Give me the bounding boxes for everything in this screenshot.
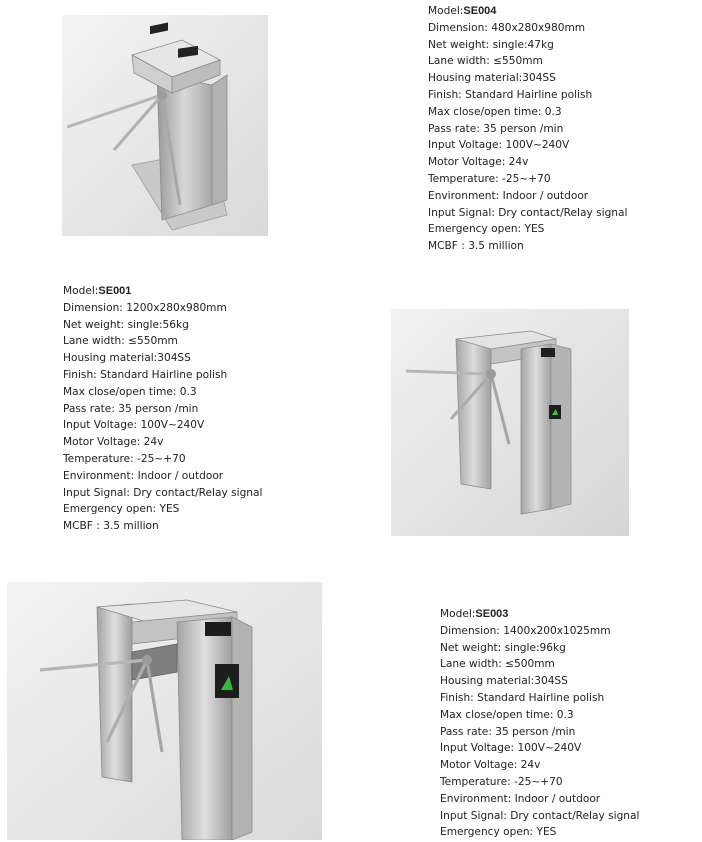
spec-environment: Environment: Indoor / outdoor: [63, 469, 224, 482]
spec-dimension: Dimension: 1200x280x980mm: [63, 301, 227, 314]
spec-temperature: Temperature: -25~+70: [440, 775, 563, 788]
model-value: SE001: [98, 285, 132, 297]
spec-lane-width: Lane width: ≤550mm: [63, 335, 178, 348]
spec-environment: Environment: Indoor / outdoor: [440, 792, 601, 805]
spec-temperature: Temperature: -25~+70: [63, 452, 186, 465]
spec-input-voltage: Input Voltage: 100V~240V: [440, 742, 582, 755]
spec-dimension: Dimension: 480x280x980mm: [428, 21, 586, 34]
spec-temperature: Temperature: -25~+70: [428, 172, 551, 185]
spec-input-signal: Input Signal: Dry contact/Relay signal: [63, 486, 263, 499]
spec-block-se001: [63, 283, 262, 535]
spec-environment: Environment: Indoor / outdoor: [428, 189, 589, 202]
tripod-turnstile-arch-icon: [7, 582, 322, 840]
spec-mcbf: MCBF : 3.5 million: [63, 520, 159, 533]
model-line: [428, 3, 627, 20]
spec-motor-voltage: Motor Voltage: 24v: [440, 759, 541, 772]
spec-close-open-time: Max close/open time: 0.3: [63, 385, 197, 398]
model-value: SE003: [475, 608, 509, 620]
model-label: Model:: [63, 285, 99, 297]
spec-pass-rate: Pass rate: 35 person /min: [63, 402, 199, 415]
spec-housing-material: Housing material:304SS: [63, 352, 191, 365]
tripod-turnstile-bridge-icon: [391, 309, 629, 536]
spec-net-weight: Net weight: single:47kg: [428, 38, 554, 51]
spec-emergency-open: Emergency open: YES: [63, 503, 180, 516]
spec-emergency-open: Emergency open: YES: [428, 223, 545, 236]
spec-motor-voltage: Motor Voltage: 24v: [428, 156, 529, 169]
spec-dimension: Dimension: 1400x200x1025mm: [440, 624, 611, 637]
spec-block-se004: [428, 3, 627, 255]
model-line: [63, 283, 262, 300]
model-value: SE004: [463, 5, 497, 17]
product-photo-se004: [62, 15, 268, 236]
spec-finish: Finish: Standard Hairline polish: [428, 88, 593, 101]
tripod-turnstile-single-cabinet-icon: [62, 15, 268, 236]
spec-housing-material: Housing material:304SS: [428, 72, 556, 85]
spec-block-se003: [440, 606, 639, 841]
spec-lane-width: Lane width: ≤550mm: [428, 55, 543, 68]
model-line: [440, 606, 639, 623]
spec-input-voltage: Input Voltage: 100V~240V: [428, 139, 570, 152]
spec-finish: Finish: Standard Hairline polish: [440, 691, 605, 704]
spec-input-signal: Input Signal: Dry contact/Relay signal: [440, 809, 640, 822]
spec-net-weight: Net weight: single:96kg: [440, 641, 566, 654]
model-label: Model:: [440, 608, 476, 620]
spec-mcbf: MCBF : 3.5 million: [428, 240, 524, 253]
spec-housing-material: Housing material:304SS: [440, 675, 568, 688]
product-photo-se003: [7, 582, 322, 840]
spec-emergency-open: Emergency open: YES: [440, 826, 557, 839]
spec-pass-rate: Pass rate: 35 person /min: [440, 725, 576, 738]
spec-finish: Finish: Standard Hairline polish: [63, 368, 228, 381]
spec-pass-rate: Pass rate: 35 person /min: [428, 122, 564, 135]
spec-close-open-time: Max close/open time: 0.3: [428, 105, 562, 118]
spec-motor-voltage: Motor Voltage: 24v: [63, 436, 164, 449]
model-label: Model:: [428, 5, 464, 17]
spec-input-voltage: Input Voltage: 100V~240V: [63, 419, 205, 432]
spec-close-open-time: Max close/open time: 0.3: [440, 708, 574, 721]
spec-lane-width: Lane width: ≤500mm: [440, 658, 555, 671]
spec-input-signal: Input Signal: Dry contact/Relay signal: [428, 206, 628, 219]
spec-net-weight: Net weight: single:56kg: [63, 318, 189, 331]
product-photo-se001: [391, 309, 629, 536]
